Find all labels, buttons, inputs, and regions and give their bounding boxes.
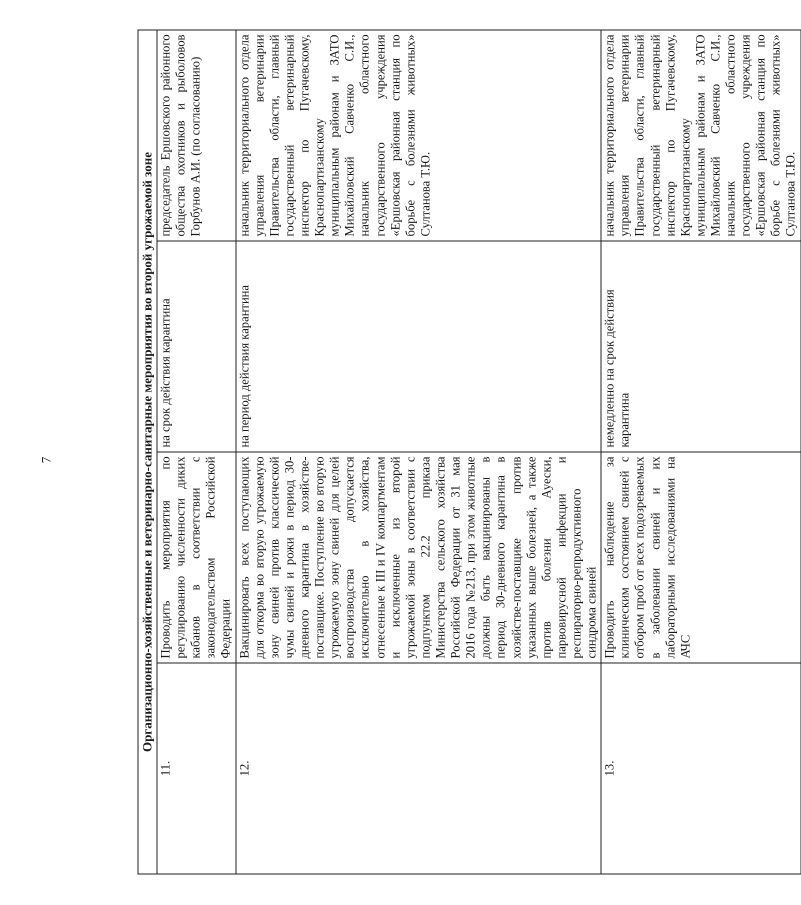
- term-cell: на срок действия карантина: [157, 241, 236, 452]
- action-cell: Проводить мероприятия по регулированию численности диких кабанов в соответствии с законодательством Российской Федерации: [157, 452, 236, 663]
- page-number: 7: [38, 456, 54, 464]
- responsible-cell: начальник территориального отдела управления ветеринарии Правительства области, главный государственный ветеринарный инспектор по Пугачевскому, Краснопартизанскому муниципальным районам и ЗАТО Михайловский Савченко С.И., начальник областного государственного учреждения «Ершовская районная станция по борьбе с болезнями животных» Султанова Т.Ю.: [236, 30, 602, 241]
- table-row: [157, 30, 236, 874]
- responsible-cell: начальник территориального отдела управления ветеринарии Правительства области, главный государственный ветеринарный инспектор по Пугачевскому, Краснопартизанскому муниципальным районам и ЗАТО Михайловский Савченко С.И., начальник областного государственного учреждения «Ершовская районная станция по борьбе с болезнями животных» Султанова Т.Ю.: [601, 30, 800, 241]
- term-cell: немедленно на срок действия карантина: [601, 241, 800, 452]
- row-number: 12.: [236, 663, 602, 874]
- action-cell: Вакцинировать всех поступающих для откорма во вторую угрожаемую зону свиней против классической чумы свиней и рожи в период 30-дневного карантина в хозяйстве-поставщике. Поступление во вторую угрожаемую зону свиней для целей воспроизводства допускается исключительно в хозяйства, отнесенные к III и IV компартментам и исключенные из второй угрожаемой зоны в соответствии с подпунктом 22.2 приказа Министерства сельского хозяйства Российской Федерации от 31 мая 2016 года №213, при этом животные должны быть вакцинированы в период 30-дневного карантина в хозяйстве-поставщике против указанных выше болезней, а также против болезни Ауески, парвовирусной инфекции и респираторно-репродуктивного синдрома свиней: [236, 452, 602, 663]
- row-number: 13.: [601, 663, 800, 874]
- action-cell: Проводить наблюдение за клиническим состоянием свиней с отбором проб от всех подозреваемых в заболевании свиней и их лабораторными исследованиями на АЧС: [601, 452, 800, 663]
- term-cell: на период действия карантина: [236, 241, 602, 452]
- section-title: Организационно-хозяйственные и ветеринарно-санитарные мероприятия во второй угрожаемой зоне: [138, 30, 157, 874]
- measures-table: [138, 30, 801, 875]
- table-row: [601, 30, 800, 874]
- responsible-cell: председатель Ершовского районного общества охотников и рыболовов Горбунов А.И. (по согласованию): [157, 30, 236, 241]
- rotated-document-table: [138, 30, 798, 875]
- table-row: [236, 30, 602, 874]
- row-number: 11.: [157, 663, 236, 874]
